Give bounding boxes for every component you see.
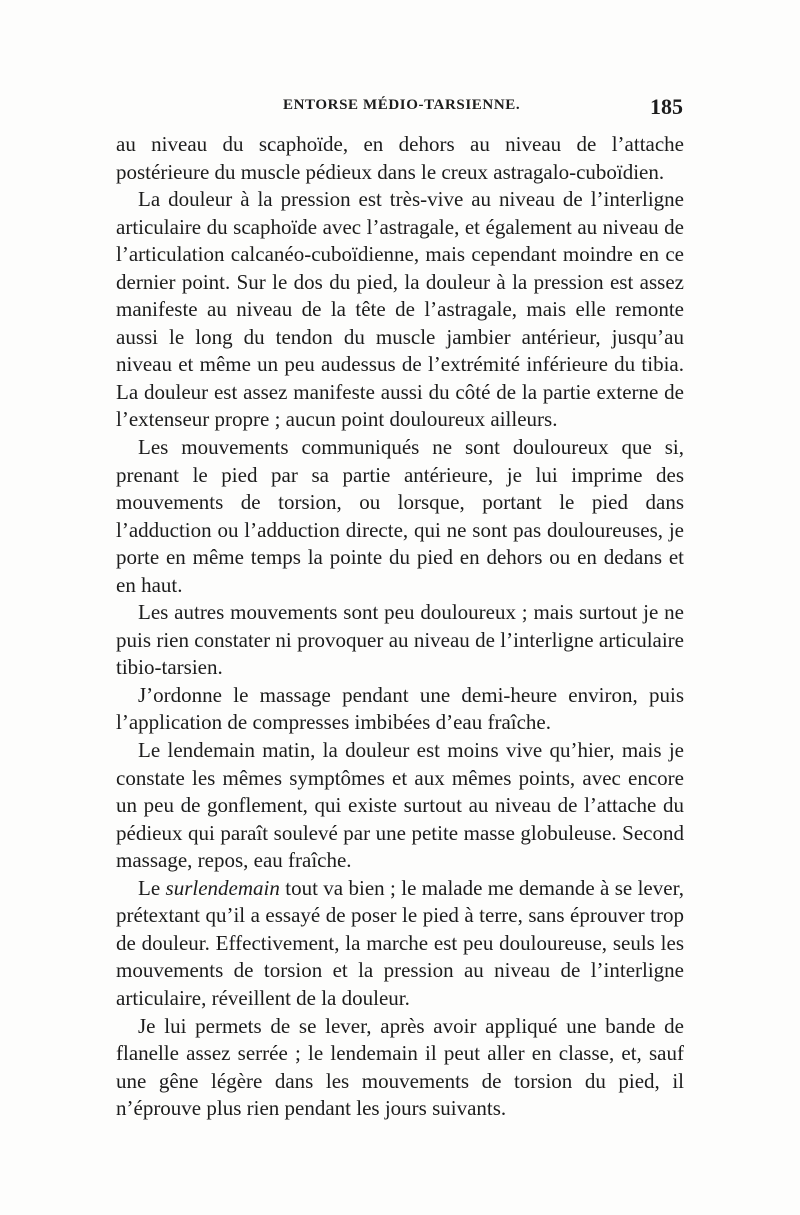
page-header <box>283 94 683 121</box>
paragraph-7 <box>116 875 684 1013</box>
paragraph-7-lead: Le <box>138 875 166 900</box>
paragraph-1: au niveau du scaphoïde, en dehors au niveau de l’attache postérieure du muscle pédieux dans le creux astragalo-cuboïdien. <box>116 132 684 184</box>
paragraph-2: La douleur à la pression est très-vive au niveau de l’interligne articulaire du scaphoïde avec l’astragale, et également au niveau de l’articulation calcanéo-cuboïdienne, mais cependant moindre en ce dernier point. Sur le dos du pied, la douleur à la pression est assez manifeste au niveau de la tête de l’astragale, mais elle remonte aussi le long du tendon du muscle jambier antérieur, jusqu’au niveau et même un peu audessus de l’extrémité inférieure du tibia. La douleur est assez manifeste aussi du côté de la partie externe de l’extenseur propre ; aucun point douloureux ailleurs. <box>116 187 684 432</box>
body-text <box>116 131 684 1123</box>
paragraph-5: J’ordonne le massage pendant une demi-heure environ, puis l’application de compresses imbibées d’eau fraîche. <box>116 682 684 735</box>
paragraph-3: Les mouvements communiqués ne sont douloureux que si, prenant le pied par sa partie antérieure, je lui imprime des mouvements de torsion, ou lorsque, portant le pied dans l’adduction ou l’adduction directe, qui ne sont pas douloureuses, je porte en même temps la pointe du pied en dehors ou en dedans et en haut. <box>116 435 684 597</box>
paragraph-7-text: tout va bien ; le malade me demande à se lever, prétextant qu’il a essayé de poser le pied à terre, sans éprouver trop de douleur. Effectivement, la marche est peu douloureuse, seuls les mouvements de torsion et la pression au niveau de l’interligne articulaire, réveillent de la douleur. <box>116 875 684 1010</box>
paragraph-8: Je lui permets de se lever, après avoir appliqué une bande de flanelle assez serrée ; le lendemain il peut aller en classe, et, sauf une gêne légère dans les mouvements de torsion du pied, il n’éprouve plus rien pendant les jours suivants. <box>116 1013 684 1121</box>
paragraph-4: Les autres mouvements sont peu douloureux ; mais surtout je ne puis rien constater ni provoquer au niveau de l’interligne articulaire tibio-tarsien. <box>116 600 684 680</box>
running-title: ENTORSE MÉDIO-TARSIENNE. <box>283 97 521 113</box>
paragraph-6: Le lendemain matin, la douleur est moins vive qu’hier, mais je constate les mêmes symptômes et aux mêmes points, avec encore un peu de gonflement, qui existe surtout au niveau de l’attache du pédieux qui paraît soulevé par une petite masse globuleuse. Second massage, repos, eau fraîche. <box>116 738 684 873</box>
page-number: 185 <box>650 94 683 119</box>
paragraph-7-emphasis: surlendemain <box>165 875 280 900</box>
